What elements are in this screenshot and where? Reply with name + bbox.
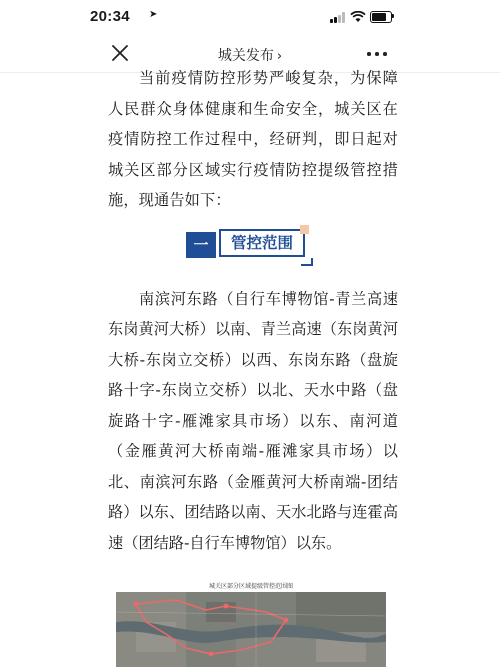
wifi-icon — [350, 11, 366, 23]
battery-cap — [392, 14, 394, 18]
map-caption: 城关区部分区域提级管控范围图 — [208, 583, 293, 590]
section-header — [108, 228, 398, 272]
scope-paragraph: 南滨河东路（自行车博物馆-青兰高速东岗黄河大桥）以南、青兰高速（东岗黄河大桥-东岗立交桥）以西、东岗东路（盘旋路十字-东岗立交桥）以北、天水中路（盘旋路十字-雁滩家具市场）以东、南河道（金雁黄河大桥南端-雁滩家具市场）以北、南滨河东路（金雁黄河大桥南端-团结路）以东、团结路以南、天水北路与连霍高速（团结路-自行车博物馆）以东。 — [108, 289, 398, 552]
more-options-icon[interactable] — [366, 44, 388, 62]
account-name: 城关发布 — [217, 48, 274, 64]
status-bar — [0, 0, 500, 36]
battery-icon — [370, 11, 392, 23]
article-body — [108, 63, 398, 558]
section-corner-decoration — [300, 225, 309, 234]
cellular-signal-icon — [330, 12, 346, 23]
battery-fill — [372, 13, 386, 21]
section-tail-decoration — [301, 258, 313, 266]
section-number: 一 — [186, 232, 216, 258]
chevron-right-icon: › — [276, 49, 283, 64]
section-title: 管控范围 — [219, 229, 305, 257]
control-area-map[interactable] — [116, 583, 386, 667]
account-title[interactable] — [0, 45, 500, 65]
location-arrow-icon: ➤ — [149, 9, 158, 20]
satellite-map-image — [116, 592, 386, 667]
intro-paragraph: 当前疫情防控形势严峻复杂，为保障人民群众身体健康和生命安全，城关区在疫情防控工作过程中，经研判，即日起对城关区部分区域实行疫情防控提级管控措施，现通告如下： — [108, 69, 398, 209]
status-time: 20:34 — [90, 8, 130, 25]
